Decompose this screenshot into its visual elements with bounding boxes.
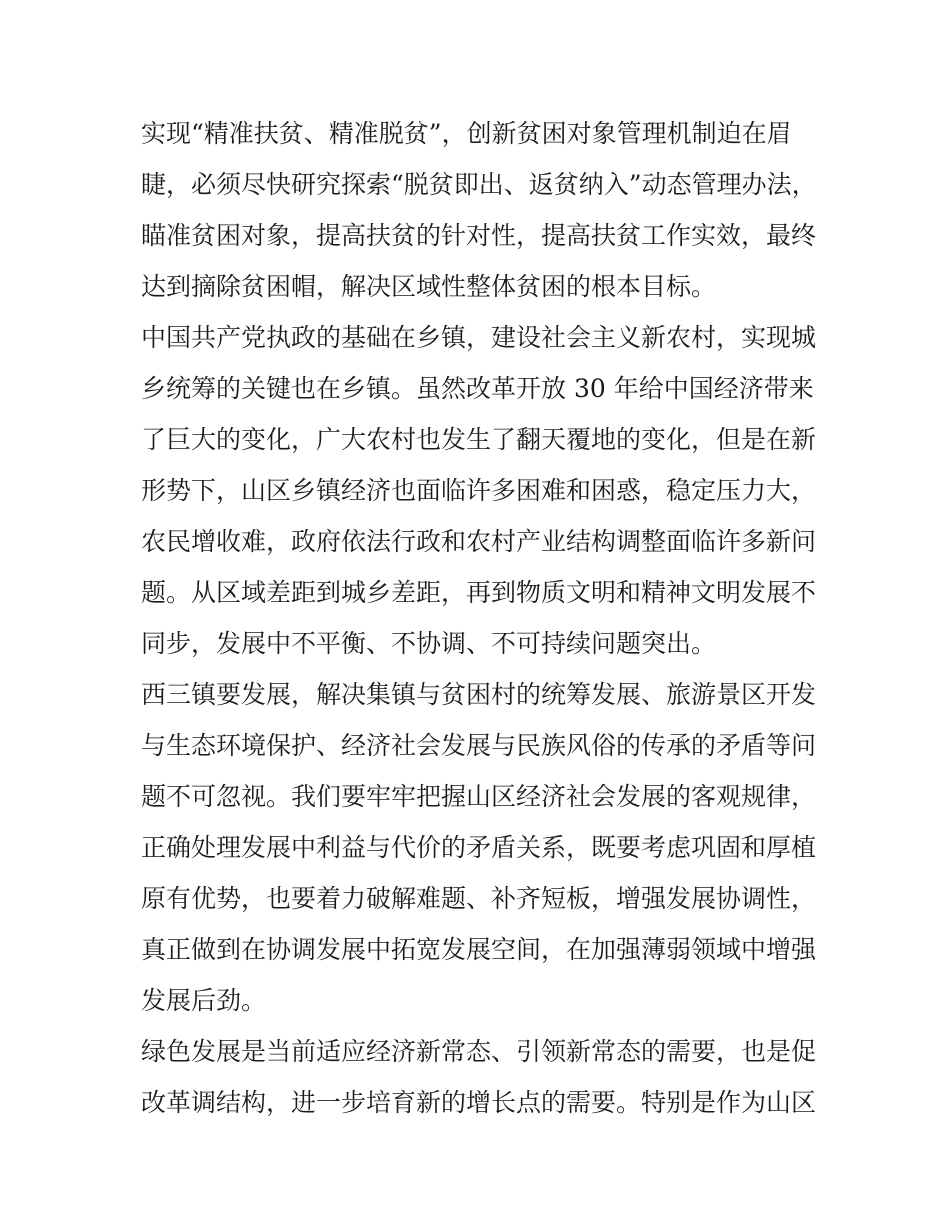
text-line: 瞄准贫困对象，提高扶贫的针对性，提高扶贫工作实效，最终	[141, 221, 817, 250]
text-line: 发展后劲。	[141, 986, 267, 1015]
text-line: 与生态环境保护、经济社会发展与民族风俗的传承的矛盾等问	[141, 731, 817, 760]
text-line: 题不可忽视。我们要牢牢把握山区经济社会发展的客观规律，	[141, 782, 817, 811]
text-line: 了巨大的变化，广大农村也发生了翻天覆地的变化，但是在新	[141, 425, 817, 454]
text-line: 原有优势，也要着力破解难题、补齐短板，增强发展协调性，	[141, 884, 817, 913]
text-line: 改革调结构，进一步培育新的增长点的需要。特别是作为山区	[141, 1088, 817, 1117]
text-line: 同步，发展中不平衡、不协调、不可持续问题突出。	[141, 629, 717, 658]
text-line: 绿色发展是当前适应经济新常态、引领新常态的需要，也是促	[141, 1037, 817, 1066]
text-line: 乡统筹的关键也在乡镇。虽然改革开放 30 年给中国经济带来	[141, 374, 814, 403]
paragraph-2	[141, 312, 817, 669]
text-line: 中国共产党执政的基础在乡镇，建设社会主义新农村，实现城	[141, 323, 817, 352]
text-line: 农民增收难，政府依法行政和农村产业结构调整面临许多新问	[141, 527, 817, 556]
text-line: 正确处理发展中利益与代价的矛盾关系，既要考虑巩固和厚植	[141, 833, 817, 862]
text-line: 达到摘除贫困帽，解决区域性整体贫困的根本目标。	[141, 272, 717, 301]
paragraph-3	[141, 669, 817, 1026]
document-body	[141, 108, 817, 1128]
text-line: 真正做到在协调发展中拓宽发展空间，在加强薄弱领域中增强	[141, 935, 817, 964]
paragraph-1	[141, 108, 817, 312]
text-line: 题。从区域差距到城乡差距，再到物质文明和精神文明发展不	[141, 578, 817, 607]
text-line: 实现“精准扶贫、精准脱贫”，创新贫困对象管理机制迫在眉	[141, 119, 792, 148]
text-line: 西三镇要发展，解决集镇与贫困村的统筹发展、旅游景区开发	[141, 680, 817, 709]
text-line: 形势下，山区乡镇经济也面临许多困难和困惑，稳定压力大，	[141, 476, 817, 505]
paragraph-4	[141, 1026, 817, 1128]
text-line: 睫，必须尽快研究探索“脱贫即出、返贫纳入”动态管理办法，	[141, 170, 817, 199]
